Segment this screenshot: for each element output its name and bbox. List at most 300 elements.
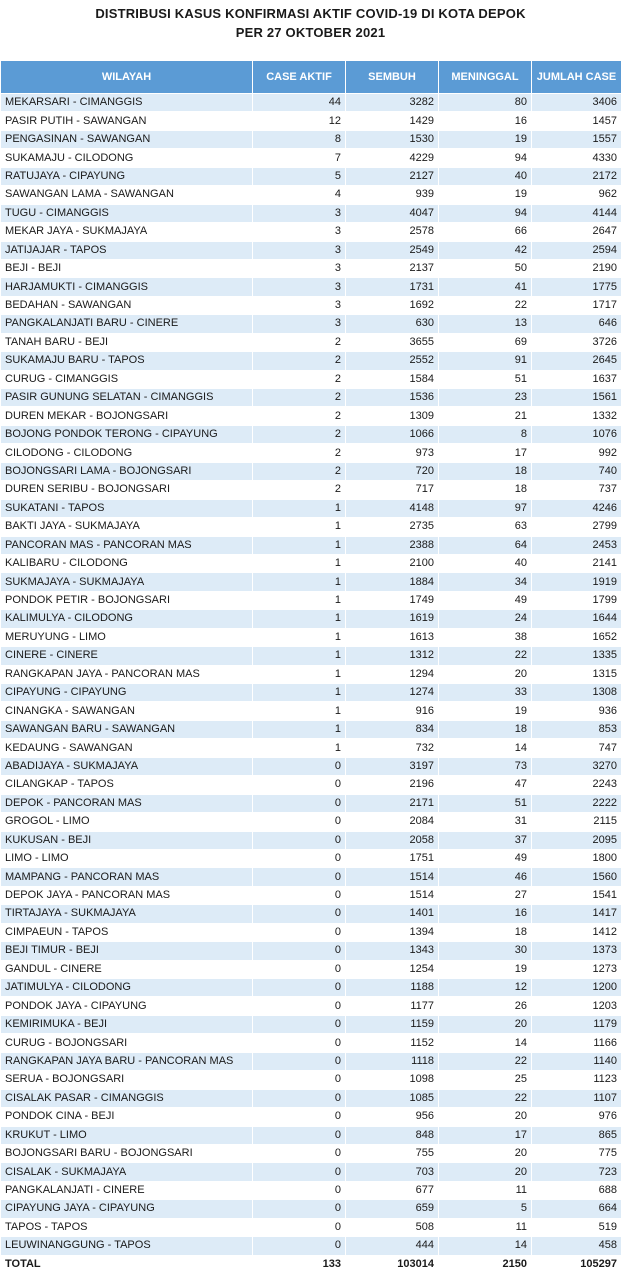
sembuh-cell: 1177 <box>346 997 439 1015</box>
case-aktif-cell: 0 <box>253 868 346 886</box>
meninggal-cell: 46 <box>439 868 532 886</box>
jumlah-case-cell: 1373 <box>532 942 621 960</box>
header-meninggal: MENINGGAL <box>439 61 532 94</box>
sembuh-cell: 916 <box>346 702 439 720</box>
header-jumlah-case: JUMLAH CASE <box>532 61 621 94</box>
meninggal-cell: 73 <box>439 757 532 775</box>
case-aktif-cell: 0 <box>253 942 346 960</box>
table-row <box>1 739 621 757</box>
sembuh-cell: 1749 <box>346 591 439 609</box>
jumlah-case-cell: 664 <box>532 1200 621 1218</box>
table-row <box>1 462 621 480</box>
sembuh-cell: 1188 <box>346 979 439 997</box>
wilayah-cell: RANGKAPAN JAYA BARU - PANCORAN MAS <box>1 1052 253 1070</box>
meninggal-cell: 49 <box>439 849 532 867</box>
sembuh-cell: 630 <box>346 315 439 333</box>
table-row <box>1 186 621 204</box>
table-row <box>1 481 621 499</box>
table-row <box>1 647 621 665</box>
case-aktif-cell: 0 <box>253 1144 346 1162</box>
jumlah-case-cell: 1560 <box>532 868 621 886</box>
jumlah-case-cell: 1717 <box>532 296 621 314</box>
sembuh-cell: 2127 <box>346 167 439 185</box>
case-aktif-cell: 12 <box>253 112 346 130</box>
wilayah-cell: PANCORAN MAS - PANCORAN MAS <box>1 536 253 554</box>
jumlah-case-cell: 2095 <box>532 831 621 849</box>
meninggal-cell: 20 <box>439 665 532 683</box>
jumlah-case-cell: 976 <box>532 1108 621 1126</box>
sembuh-cell: 1066 <box>346 425 439 443</box>
jumlah-case-cell: 1166 <box>532 1034 621 1052</box>
meninggal-cell: 20 <box>439 1108 532 1126</box>
wilayah-cell: RANGKAPAN JAYA - PANCORAN MAS <box>1 665 253 683</box>
case-aktif-cell: 0 <box>253 1108 346 1126</box>
sembuh-cell: 2171 <box>346 794 439 812</box>
table-row <box>1 591 621 609</box>
header-wilayah: WILAYAH <box>1 61 253 94</box>
sembuh-cell: 3197 <box>346 757 439 775</box>
wilayah-cell: LEUWINANGGUNG - TAPOS <box>1 1237 253 1255</box>
sembuh-cell: 2137 <box>346 259 439 277</box>
meninggal-cell: 19 <box>439 702 532 720</box>
case-aktif-cell: 0 <box>253 886 346 904</box>
sembuh-cell: 3282 <box>346 94 439 112</box>
jumlah-case-cell: 2115 <box>532 813 621 831</box>
meninggal-cell: 22 <box>439 1089 532 1107</box>
meninggal-cell: 42 <box>439 241 532 259</box>
jumlah-case-cell: 2190 <box>532 259 621 277</box>
sembuh-cell: 2388 <box>346 536 439 554</box>
sembuh-cell: 1118 <box>346 1052 439 1070</box>
sembuh-cell: 1731 <box>346 278 439 296</box>
table-row <box>1 94 621 112</box>
table-row <box>1 979 621 997</box>
wilayah-cell: KEMIRIMUKA - BEJI <box>1 1015 253 1033</box>
jumlah-case-cell: 2645 <box>532 352 621 370</box>
table-row <box>1 518 621 536</box>
wilayah-cell: CURUG - CIMANGGIS <box>1 370 253 388</box>
case-aktif-cell: 0 <box>253 1034 346 1052</box>
table-row <box>1 149 621 167</box>
jumlah-case-cell: 2172 <box>532 167 621 185</box>
wilayah-cell: PASIR GUNUNG SELATAN - CIMANGGIS <box>1 389 253 407</box>
meninggal-cell: 8 <box>439 425 532 443</box>
sembuh-cell: 848 <box>346 1126 439 1144</box>
meninggal-cell: 14 <box>439 739 532 757</box>
table-row <box>1 923 621 941</box>
wilayah-cell: TUGU - CIMANGGIS <box>1 204 253 222</box>
case-aktif-cell: 0 <box>253 1071 346 1089</box>
case-aktif-cell: 1 <box>253 647 346 665</box>
wilayah-cell: KALIMULYA - CILODONG <box>1 610 253 628</box>
table-row <box>1 352 621 370</box>
jumlah-case-cell: 1179 <box>532 1015 621 1033</box>
jumlah-case-cell: 1123 <box>532 1071 621 1089</box>
jumlah-case-cell: 723 <box>532 1163 621 1181</box>
jumlah-case-cell: 740 <box>532 462 621 480</box>
meninggal-cell: 64 <box>439 536 532 554</box>
sembuh-cell: 4229 <box>346 149 439 167</box>
sembuh-cell: 1085 <box>346 1089 439 1107</box>
wilayah-cell: PENGASINAN - SAWANGAN <box>1 130 253 148</box>
table-row <box>1 223 621 241</box>
sembuh-cell: 1613 <box>346 628 439 646</box>
wilayah-cell: TAPOS - TAPOS <box>1 1218 253 1236</box>
table-row <box>1 905 621 923</box>
jumlah-case-cell: 1652 <box>532 628 621 646</box>
wilayah-cell: BAKTI JAYA - SUKMAJAYA <box>1 518 253 536</box>
sembuh-cell: 2549 <box>346 241 439 259</box>
meninggal-cell: 33 <box>439 684 532 702</box>
meninggal-cell: 27 <box>439 886 532 904</box>
jumlah-case-cell: 1315 <box>532 665 621 683</box>
meninggal-cell: 12 <box>439 979 532 997</box>
table-row <box>1 554 621 572</box>
wilayah-cell: KALIBARU - CILODONG <box>1 554 253 572</box>
meninggal-cell: 20 <box>439 1163 532 1181</box>
jumlah-case-cell: 1140 <box>532 1052 621 1070</box>
wilayah-cell: DUREN SERIBU - BOJONGSARI <box>1 481 253 499</box>
case-aktif-cell: 0 <box>253 849 346 867</box>
table-row <box>1 1144 621 1162</box>
table-row <box>1 610 621 628</box>
wilayah-cell: HARJAMUKTI - CIMANGGIS <box>1 278 253 296</box>
wilayah-cell: SAWANGAN LAMA - SAWANGAN <box>1 186 253 204</box>
sembuh-cell: 1884 <box>346 573 439 591</box>
wilayah-cell: CISALAK - SUKMAJAYA <box>1 1163 253 1181</box>
case-aktif-cell: 1 <box>253 720 346 738</box>
total-case-aktif: 133 <box>253 1255 346 1273</box>
table-row <box>1 1071 621 1089</box>
jumlah-case-cell: 1557 <box>532 130 621 148</box>
jumlah-case-cell: 1919 <box>532 573 621 591</box>
meninggal-cell: 11 <box>439 1218 532 1236</box>
jumlah-case-cell: 1800 <box>532 849 621 867</box>
case-aktif-cell: 2 <box>253 481 346 499</box>
meninggal-cell: 31 <box>439 813 532 831</box>
wilayah-cell: MERUYUNG - LIMO <box>1 628 253 646</box>
case-aktif-cell: 1 <box>253 610 346 628</box>
case-aktif-cell: 5 <box>253 167 346 185</box>
wilayah-cell: GROGOL - LIMO <box>1 813 253 831</box>
sembuh-cell: 1429 <box>346 112 439 130</box>
case-aktif-cell: 1 <box>253 591 346 609</box>
meninggal-cell: 17 <box>439 444 532 462</box>
wilayah-cell: RATUJAYA - CIPAYUNG <box>1 167 253 185</box>
wilayah-cell: KRUKUT - LIMO <box>1 1126 253 1144</box>
table-row <box>1 886 621 904</box>
meninggal-cell: 22 <box>439 1052 532 1070</box>
jumlah-case-cell: 3270 <box>532 757 621 775</box>
meninggal-cell: 14 <box>439 1034 532 1052</box>
wilayah-cell: SUKAMAJU - CILODONG <box>1 149 253 167</box>
meninggal-cell: 38 <box>439 628 532 646</box>
meninggal-cell: 18 <box>439 923 532 941</box>
total-label: TOTAL <box>1 1255 253 1273</box>
wilayah-cell: CIPAYUNG JAYA - CIPAYUNG <box>1 1200 253 1218</box>
table-row <box>1 259 621 277</box>
table-row <box>1 167 621 185</box>
table-row <box>1 1181 621 1199</box>
case-aktif-cell: 1 <box>253 573 346 591</box>
wilayah-cell: KEDAUNG - SAWANGAN <box>1 739 253 757</box>
meninggal-cell: 19 <box>439 186 532 204</box>
wilayah-cell: SUKAMAJU BARU - TAPOS <box>1 352 253 370</box>
table-row <box>1 444 621 462</box>
case-aktif-cell: 0 <box>253 1015 346 1033</box>
wilayah-cell: BEJI TIMUR - BEJI <box>1 942 253 960</box>
header-row <box>1 61 621 94</box>
table-row <box>1 776 621 794</box>
case-aktif-cell: 0 <box>253 813 346 831</box>
table-row <box>1 407 621 425</box>
sembuh-cell: 1394 <box>346 923 439 941</box>
jumlah-case-cell: 1200 <box>532 979 621 997</box>
case-aktif-cell: 1 <box>253 518 346 536</box>
sembuh-cell: 1343 <box>346 942 439 960</box>
sembuh-cell: 1619 <box>346 610 439 628</box>
jumlah-case-cell: 1775 <box>532 278 621 296</box>
covid-distribution-table <box>0 60 621 1274</box>
sembuh-cell: 1530 <box>346 130 439 148</box>
meninggal-cell: 26 <box>439 997 532 1015</box>
table-row <box>1 112 621 130</box>
jumlah-case-cell: 2222 <box>532 794 621 812</box>
header-case-aktif: CASE AKTIF <box>253 61 346 94</box>
meninggal-cell: 18 <box>439 462 532 480</box>
meninggal-cell: 22 <box>439 296 532 314</box>
wilayah-cell: DUREN MEKAR - BOJONGSARI <box>1 407 253 425</box>
wilayah-cell: SUKATANI - TAPOS <box>1 499 253 517</box>
case-aktif-cell: 0 <box>253 794 346 812</box>
sembuh-cell: 1401 <box>346 905 439 923</box>
jumlah-case-cell: 2647 <box>532 223 621 241</box>
table-row <box>1 389 621 407</box>
case-aktif-cell: 0 <box>253 1163 346 1181</box>
meninggal-cell: 25 <box>439 1071 532 1089</box>
sembuh-cell: 1159 <box>346 1015 439 1033</box>
sembuh-cell: 1751 <box>346 849 439 867</box>
case-aktif-cell: 3 <box>253 204 346 222</box>
wilayah-cell: GANDUL - CINERE <box>1 960 253 978</box>
jumlah-case-cell: 747 <box>532 739 621 757</box>
table-row <box>1 1218 621 1236</box>
meninggal-cell: 66 <box>439 223 532 241</box>
case-aktif-cell: 3 <box>253 241 346 259</box>
meninggal-cell: 11 <box>439 1181 532 1199</box>
jumlah-case-cell: 2799 <box>532 518 621 536</box>
wilayah-cell: CILANGKAP - TAPOS <box>1 776 253 794</box>
table-row <box>1 1163 621 1181</box>
meninggal-cell: 14 <box>439 1237 532 1255</box>
case-aktif-cell: 2 <box>253 444 346 462</box>
wilayah-cell: SERUA - BOJONGSARI <box>1 1071 253 1089</box>
sembuh-cell: 2196 <box>346 776 439 794</box>
wilayah-cell: CILODONG - CILODONG <box>1 444 253 462</box>
wilayah-cell: PANGKALANJATI BARU - CINERE <box>1 315 253 333</box>
jumlah-case-cell: 1417 <box>532 905 621 923</box>
jumlah-case-cell: 1203 <box>532 997 621 1015</box>
jumlah-case-cell: 458 <box>532 1237 621 1255</box>
jumlah-case-cell: 853 <box>532 720 621 738</box>
table-row <box>1 1015 621 1033</box>
total-row <box>1 1255 621 1273</box>
table-row <box>1 1089 621 1107</box>
wilayah-cell: MEKARSARI - CIMANGGIS <box>1 94 253 112</box>
meninggal-cell: 97 <box>439 499 532 517</box>
wilayah-cell: SAWANGAN BARU - SAWANGAN <box>1 720 253 738</box>
wilayah-cell: BOJONG PONDOK TERONG - CIPAYUNG <box>1 425 253 443</box>
sembuh-cell: 1309 <box>346 407 439 425</box>
table-row <box>1 499 621 517</box>
sembuh-cell: 939 <box>346 186 439 204</box>
jumlah-case-cell: 3726 <box>532 333 621 351</box>
table-row <box>1 204 621 222</box>
table-row <box>1 573 621 591</box>
meninggal-cell: 16 <box>439 112 532 130</box>
wilayah-cell: CISALAK PASAR - CIMANGGIS <box>1 1089 253 1107</box>
wilayah-cell: JATIMULYA - CILODONG <box>1 979 253 997</box>
case-aktif-cell: 1 <box>253 702 346 720</box>
meninggal-cell: 47 <box>439 776 532 794</box>
meninggal-cell: 22 <box>439 647 532 665</box>
wilayah-cell: PANGKALANJATI - CINERE <box>1 1181 253 1199</box>
meninggal-cell: 16 <box>439 905 532 923</box>
sembuh-cell: 956 <box>346 1108 439 1126</box>
sembuh-cell: 444 <box>346 1237 439 1255</box>
jumlah-case-cell: 1799 <box>532 591 621 609</box>
sembuh-cell: 717 <box>346 481 439 499</box>
wilayah-cell: SUKMAJAYA - SUKMAJAYA <box>1 573 253 591</box>
meninggal-cell: 23 <box>439 389 532 407</box>
sembuh-cell: 973 <box>346 444 439 462</box>
sembuh-cell: 2058 <box>346 831 439 849</box>
case-aktif-cell: 0 <box>253 1126 346 1144</box>
meninggal-cell: 41 <box>439 278 532 296</box>
sembuh-cell: 2578 <box>346 223 439 241</box>
jumlah-case-cell: 3406 <box>532 94 621 112</box>
case-aktif-cell: 1 <box>253 554 346 572</box>
case-aktif-cell: 3 <box>253 296 346 314</box>
wilayah-cell: BOJONGSARI LAMA - BOJONGSARI <box>1 462 253 480</box>
page-subtitle: PER 27 OKTOBER 2021 <box>235 25 386 40</box>
sembuh-cell: 1098 <box>346 1071 439 1089</box>
case-aktif-cell: 0 <box>253 776 346 794</box>
table-row <box>1 794 621 812</box>
sembuh-cell: 3655 <box>346 333 439 351</box>
sembuh-cell: 1536 <box>346 389 439 407</box>
case-aktif-cell: 3 <box>253 278 346 296</box>
meninggal-cell: 34 <box>439 573 532 591</box>
sembuh-cell: 2735 <box>346 518 439 536</box>
meninggal-cell: 49 <box>439 591 532 609</box>
wilayah-cell: MEKAR JAYA - SUKMAJAYA <box>1 223 253 241</box>
jumlah-case-cell: 1308 <box>532 684 621 702</box>
meninggal-cell: 40 <box>439 167 532 185</box>
case-aktif-cell: 0 <box>253 1181 346 1199</box>
wilayah-cell: BOJONGSARI BARU - BOJONGSARI <box>1 1144 253 1162</box>
meninggal-cell: 17 <box>439 1126 532 1144</box>
table-row <box>1 628 621 646</box>
sembuh-cell: 1514 <box>346 886 439 904</box>
table-row <box>1 1052 621 1070</box>
wilayah-cell: PASIR PUTIH - SAWANGAN <box>1 112 253 130</box>
wilayah-cell: DEPOK JAYA - PANCORAN MAS <box>1 886 253 904</box>
jumlah-case-cell: 2141 <box>532 554 621 572</box>
sembuh-cell: 2552 <box>346 352 439 370</box>
sembuh-cell: 1294 <box>346 665 439 683</box>
case-aktif-cell: 1 <box>253 665 346 683</box>
case-aktif-cell: 0 <box>253 1218 346 1236</box>
jumlah-case-cell: 962 <box>532 186 621 204</box>
wilayah-cell: ABADIJAYA - SUKMAJAYA <box>1 757 253 775</box>
table-row <box>1 960 621 978</box>
jumlah-case-cell: 1076 <box>532 425 621 443</box>
sembuh-cell: 720 <box>346 462 439 480</box>
table-row <box>1 942 621 960</box>
sembuh-cell: 1312 <box>346 647 439 665</box>
case-aktif-cell: 2 <box>253 462 346 480</box>
case-aktif-cell: 1 <box>253 536 346 554</box>
meninggal-cell: 21 <box>439 407 532 425</box>
case-aktif-cell: 2 <box>253 425 346 443</box>
table-row <box>1 536 621 554</box>
header-sembuh: SEMBUH <box>346 61 439 94</box>
meninggal-cell: 94 <box>439 204 532 222</box>
sembuh-cell: 2100 <box>346 554 439 572</box>
meninggal-cell: 40 <box>439 554 532 572</box>
case-aktif-cell: 1 <box>253 628 346 646</box>
sembuh-cell: 1514 <box>346 868 439 886</box>
sembuh-cell: 703 <box>346 1163 439 1181</box>
jumlah-case-cell: 4144 <box>532 204 621 222</box>
table-row <box>1 868 621 886</box>
table-row <box>1 720 621 738</box>
meninggal-cell: 20 <box>439 1144 532 1162</box>
wilayah-cell: CURUG - BOJONGSARI <box>1 1034 253 1052</box>
case-aktif-cell: 0 <box>253 1052 346 1070</box>
sembuh-cell: 1254 <box>346 960 439 978</box>
sembuh-cell: 1274 <box>346 684 439 702</box>
sembuh-cell: 1152 <box>346 1034 439 1052</box>
jumlah-case-cell: 1637 <box>532 370 621 388</box>
jumlah-case-cell: 1332 <box>532 407 621 425</box>
case-aktif-cell: 0 <box>253 757 346 775</box>
case-aktif-cell: 0 <box>253 1089 346 1107</box>
sembuh-cell: 4148 <box>346 499 439 517</box>
total-jumlah-case: 105297 <box>532 1255 621 1273</box>
table-row <box>1 1034 621 1052</box>
meninggal-cell: 20 <box>439 1015 532 1033</box>
sembuh-cell: 1692 <box>346 296 439 314</box>
wilayah-cell: DEPOK - PANCORAN MAS <box>1 794 253 812</box>
case-aktif-cell: 0 <box>253 1237 346 1255</box>
jumlah-case-cell: 1335 <box>532 647 621 665</box>
meninggal-cell: 80 <box>439 94 532 112</box>
case-aktif-cell: 4 <box>253 186 346 204</box>
case-aktif-cell: 0 <box>253 905 346 923</box>
case-aktif-cell: 3 <box>253 315 346 333</box>
table-row <box>1 370 621 388</box>
wilayah-cell: PONDOK CINA - BEJI <box>1 1108 253 1126</box>
table-row <box>1 813 621 831</box>
table-row <box>1 997 621 1015</box>
jumlah-case-cell: 2453 <box>532 536 621 554</box>
table-row <box>1 684 621 702</box>
case-aktif-cell: 8 <box>253 130 346 148</box>
case-aktif-cell: 0 <box>253 997 346 1015</box>
table-row <box>1 278 621 296</box>
